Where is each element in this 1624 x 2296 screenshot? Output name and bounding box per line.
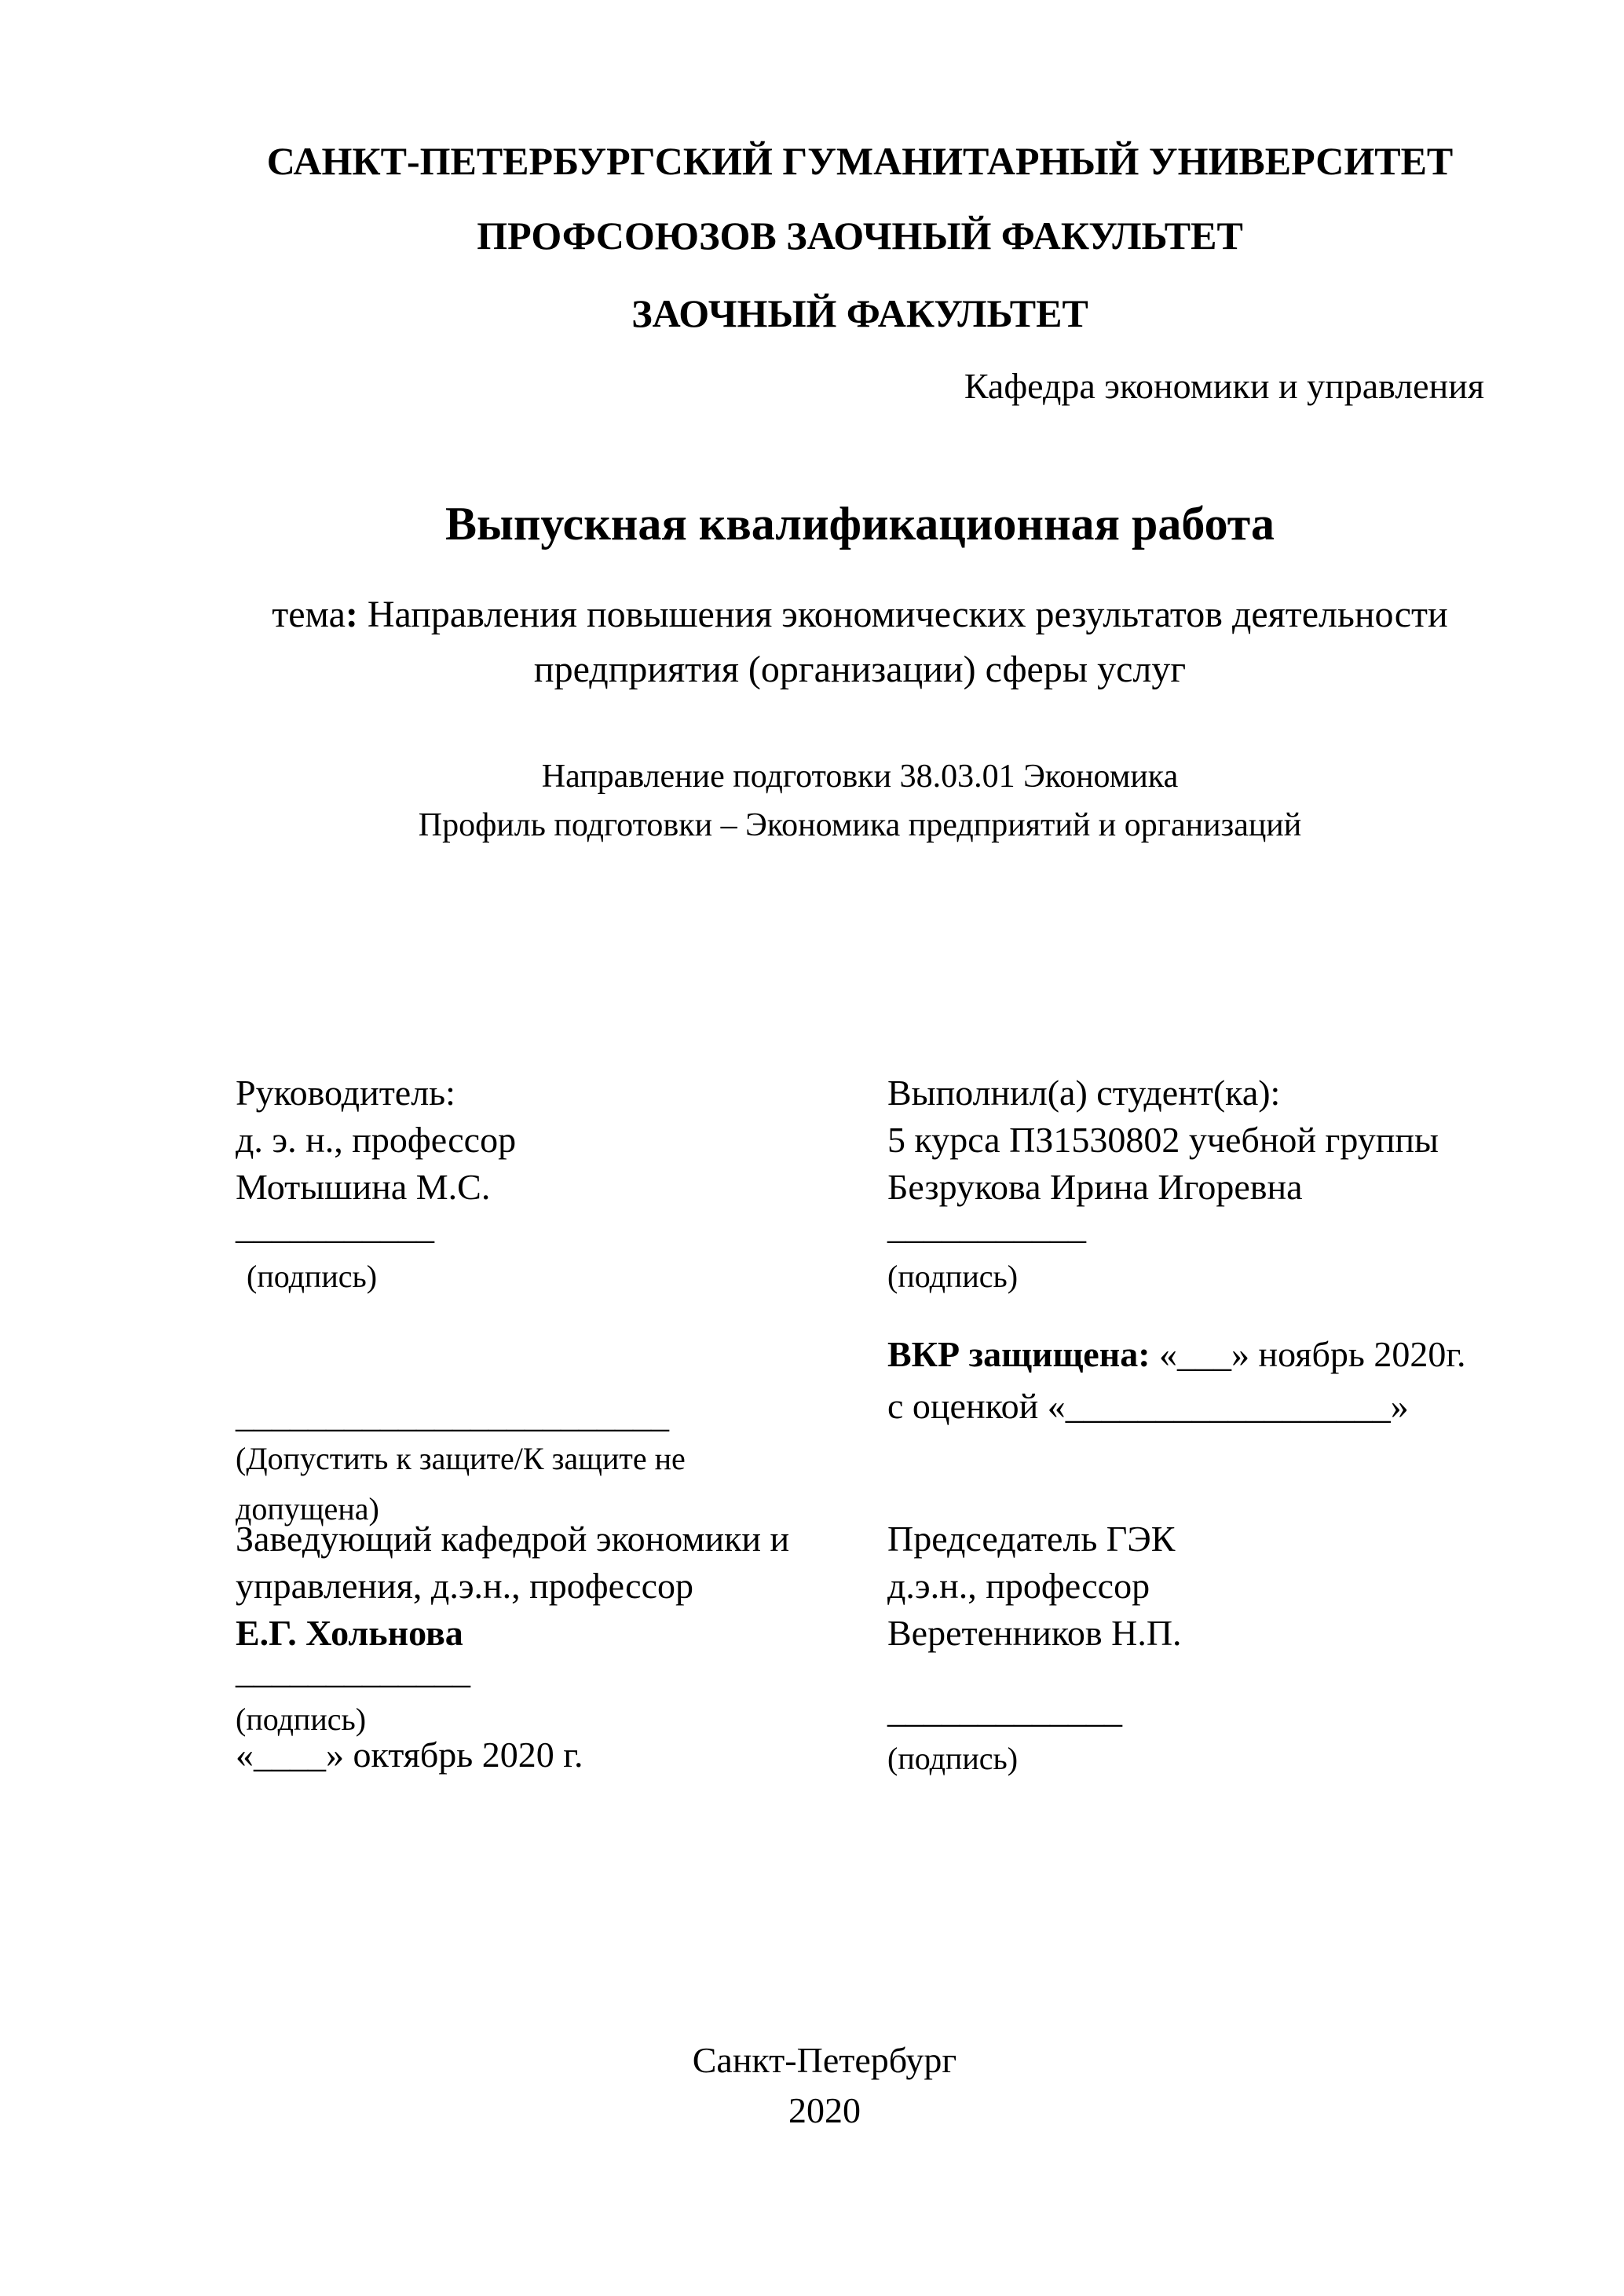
faculty-title: ЗАОЧНЫЙ ФАКУЛЬТЕТ — [631, 291, 1088, 335]
student-group: 5 курса ПЗ1530802 учебной группы — [887, 1120, 1439, 1160]
supervisor-role: Руководитель: — [236, 1073, 455, 1113]
header-university — [236, 124, 1484, 273]
head-line-1: Заведующий кафедрой экономики и — [236, 1519, 790, 1559]
student-name: Безрукова Ирина Игоревна — [887, 1167, 1303, 1207]
defense-grade: с оценкой «__________________» — [887, 1386, 1409, 1426]
chairman-role: Председатель ГЭК — [887, 1519, 1176, 1559]
theme-colon: : — [345, 594, 358, 635]
admission-caption-line-2: допущена) — [236, 1491, 379, 1526]
defense-block — [887, 1329, 1508, 1432]
defense-date: «___» ноябрь 2020г. — [1150, 1334, 1466, 1374]
head-date-line: «____» октябрь 2020 г. — [236, 1735, 583, 1775]
head-signature-line: _____________ — [236, 1651, 470, 1691]
theme-line-1 — [236, 587, 1484, 642]
theme-text: Направления повышения экономических результатов деятельности — [357, 594, 1448, 635]
supervisor-signature-caption: (подпись) — [247, 1259, 378, 1294]
student-signature-caption: (подпись) — [887, 1259, 1019, 1294]
work-type-title: Выпускная квалификационная работа — [444, 498, 1275, 550]
theme-label: тема — [272, 594, 346, 635]
supervisor-degree: д. э. н., профессор — [236, 1120, 517, 1160]
chairman-degree: д.э.н., профессор — [887, 1566, 1150, 1606]
student-label: Выполнил(а) студент(ка): — [887, 1073, 1281, 1113]
supervisor-block — [236, 1069, 770, 1211]
program-direction: Направление подготовки 38.03.01 Экономика — [541, 759, 1179, 795]
chairman-signature-caption: (подпись) — [887, 1741, 1019, 1776]
footer-block — [200, 2035, 1449, 2136]
supervisor-name: Мотышина М.С. — [236, 1167, 491, 1207]
head-of-department-block — [236, 1515, 790, 1657]
footer-year: 2020 — [788, 2090, 861, 2130]
defense-label: ВКР защищена: — [887, 1334, 1150, 1374]
head-name: Е.Г. Хольнова — [236, 1613, 463, 1653]
chairman-name: Веретенников Н.П. — [887, 1613, 1182, 1653]
admission-caption-line-1: (Допустить к защите/К защите не — [236, 1441, 686, 1476]
footer-city: Санкт-Петербург — [692, 2040, 957, 2080]
thesis-theme — [236, 587, 1484, 697]
student-block — [887, 1069, 1492, 1211]
head-line-2: управления, д.э.н., профессор — [236, 1566, 693, 1606]
university-line-2: ПРОФСОЮЗОВ ЗАОЧНЫЙ ФАКУЛЬТЕТ — [477, 214, 1243, 258]
chairman-block — [887, 1515, 1492, 1657]
defense-date-line — [887, 1329, 1508, 1380]
student-signature-line: ___________ — [887, 1206, 1086, 1246]
theme-line-2: предприятия (организации) сферы услуг — [533, 649, 1187, 690]
admission-line: ________________________ — [236, 1395, 669, 1435]
program-block — [236, 752, 1484, 850]
chairman-signature-line: _____________ — [887, 1690, 1122, 1730]
department-line: Кафедра экономики и управления — [964, 366, 1484, 406]
head-signature-caption: (подпись) — [236, 1702, 367, 1737]
supervisor-signature-line: ___________ — [236, 1206, 434, 1246]
university-line-1: САНКТ-ПЕТЕРБУРГСКИЙ ГУМАНИТАРНЫЙ УНИВЕРСИТЕТ — [266, 139, 1454, 183]
program-profile: Профиль подготовки – Экономика предприятий и организаций — [418, 807, 1302, 843]
